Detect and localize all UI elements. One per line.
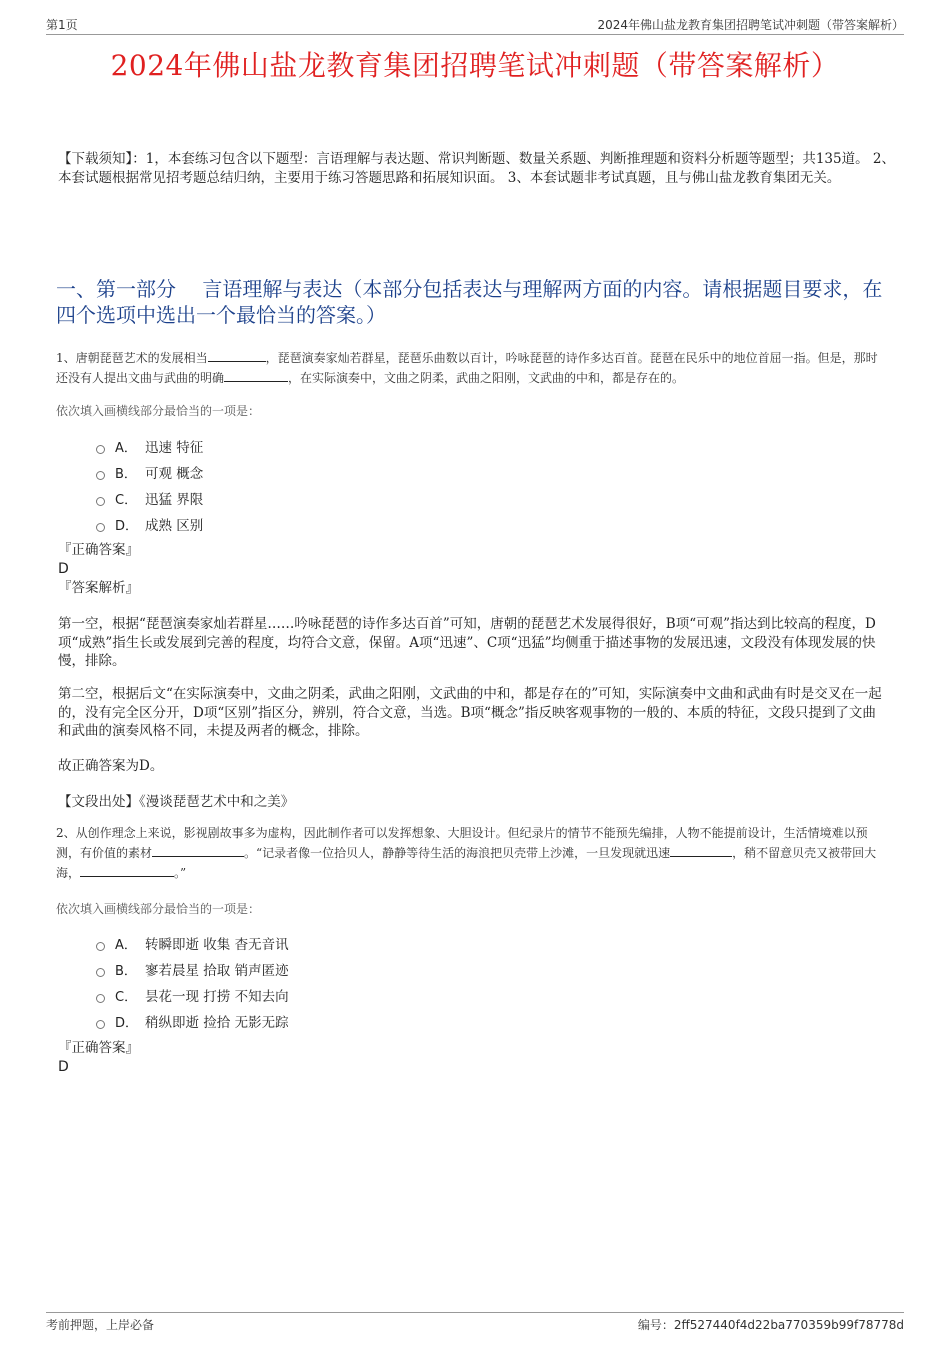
question-1-options: [96, 433, 203, 537]
radio-icon[interactable]: [96, 968, 105, 977]
option-a[interactable]: A． 转瞬即逝 收集 杳无音讯: [96, 930, 289, 956]
question-2-prompt: 依次填入画横线部分最恰当的一项是：: [56, 902, 261, 916]
correct-answer: D: [58, 561, 69, 577]
header-doc-title: 2024年佛山盐龙教育集团招聘笔试冲刺题（带答案解析）: [597, 18, 904, 32]
radio-icon[interactable]: [96, 497, 105, 506]
radio-icon[interactable]: [96, 994, 105, 1003]
page-number: 第1页: [46, 18, 78, 32]
question-2-options: [96, 930, 289, 1034]
option-a[interactable]: A． 迅速 特征: [96, 433, 203, 459]
answer-blank: [152, 843, 244, 857]
option-d[interactable]: D． 稍纵即逝 捡拾 无影无踪: [96, 1008, 289, 1034]
question-2-text: 2、从创作理念上来说，影视剧故事多为虚构，因此制作者可以发挥想象、大胆设计。但纪录片的情节不能预先编排，人物不能提前设计，生活情境难以预测，有价值的素材 。“记录者像一位拾贝人，静静等待生活的海浪把贝壳带上沙滩，一旦发现就迅速 ，稍不留意贝壳又被带回大海， 。”: [56, 826, 877, 880]
correct-answer-label: 『正确答案』: [58, 1040, 139, 1056]
footer-code: 编号：2ff527440f4d22ba770359b99f78778d: [637, 1318, 904, 1332]
radio-icon[interactable]: [96, 1020, 105, 1029]
answer-blank: [670, 843, 732, 857]
question-1-answer-block: [58, 541, 139, 598]
passage-source: 【文段出处】《漫谈琵琶艺术中和之美》: [58, 794, 295, 810]
correct-answer-label: 『正确答案』: [58, 542, 139, 558]
radio-icon[interactable]: [96, 942, 105, 951]
section-heading: 一、第一部分 言语理解与表达（本部分包括表达与理解两方面的内容。请根据题目要求，在四个选项中选出一个最恰当的答案。）: [56, 277, 883, 327]
radio-icon[interactable]: [96, 471, 105, 480]
correct-answer: D: [58, 1059, 69, 1075]
option-c[interactable]: C． 昙花一现 打捞 不知去向: [96, 982, 289, 1008]
question-2-answer-block: [58, 1039, 139, 1077]
answer-blank: [80, 863, 174, 877]
footer-slogan: 考前押题，上岸必备: [46, 1318, 155, 1332]
document-title: 2024年佛山盐龙教育集团招聘笔试冲刺题（带答案解析）: [110, 49, 840, 82]
radio-icon[interactable]: [96, 445, 105, 454]
radio-icon[interactable]: [96, 523, 105, 532]
download-notice: 【下载须知】：1，本套练习包含以下题型：言语理解与表达题、常识判断题、数量关系题、判断推理题和资料分析题等题型；共135道。 2、本套试题根据常见招考题总结归纳，主要用于练习答题思路和拓展知识面。 3、本套试题非考试真题，且与佛山盐龙教育集团无关。: [58, 151, 895, 186]
question-1-prompt: 依次填入画横线部分最恰当的一项是：: [56, 404, 261, 418]
page-header: [46, 14, 904, 35]
question-1-text: 1、唐朝琵琶艺术的发展相当 ，琵琶演奏家灿若群星，琵琶乐曲数以百计，吟咏琵琶的诗作多达百首。琵琶在民乐中的地位首屈一指。但是，那时还没有人提出文曲与武曲的明确 ，在实际演奏中，文曲之阴柔，武曲之阳刚，文武曲的中和，都是存在的。: [56, 348, 886, 388]
page-footer: [46, 1312, 904, 1333]
option-b[interactable]: B． 寥若晨星 拾取 销声匿迹: [96, 956, 289, 982]
option-b[interactable]: B． 可观 概念: [96, 459, 203, 485]
analysis-label: 『答案解析』: [58, 580, 139, 596]
analysis-paragraph-2: 第二空，根据后文“在实际演奏中，文曲之阴柔，武曲之阳刚，文武曲的中和，都是存在的”可知，实际演奏中文曲和武曲有时是交叉在一起的，没有完全区分开，D项“区别”指区分，辨别，符合文意，当选。B项“概念”指反映客观事物的一般的、本质的特征，文段只提到了文曲和武曲的演奏风格不同，未提及两者的概念，排除。: [58, 686, 882, 739]
answer-blank: [224, 368, 288, 382]
analysis-paragraph-1: 第一空，根据“琵琶演奏家灿若群星……吟咏琵琶的诗作多达百首”可知，唐朝的琵琶艺术发展得很好，B项“可观”指达到比较高的程度，D项“成熟”指生长或发展到完善的程度，均符合文意，保留。A项“迅速”、C项“迅猛”均侧重于描述事物的发展迅速，文段没有体现发展的快慢，排除。: [58, 616, 876, 669]
option-c[interactable]: C． 迅猛 界限: [96, 485, 203, 511]
answer-blank: [208, 348, 266, 362]
analysis-conclusion: 故正确答案为D。: [58, 758, 164, 774]
option-d[interactable]: D． 成熟 区别: [96, 511, 203, 537]
